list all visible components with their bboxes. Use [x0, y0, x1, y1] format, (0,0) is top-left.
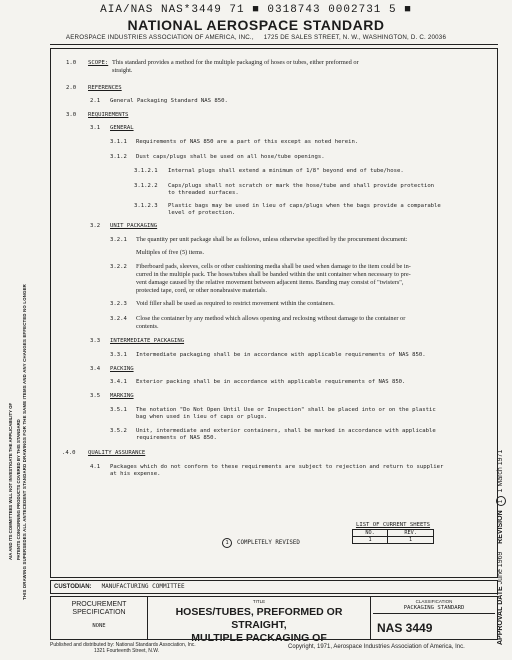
section-number: 3.1.2.3	[134, 203, 158, 209]
approval-date-label: APPROVAL DATE	[497, 586, 504, 645]
section-number: 3.0	[66, 112, 77, 118]
body-text: Internal plugs shall extend a minimum of 1/8" beyond end of tube/hose.	[168, 168, 404, 174]
section-title: REQUIREMENTS	[88, 112, 129, 118]
document-title-line2: MULTIPLE PACKAGING OF	[191, 632, 327, 644]
body-text: vent damage caused by the relative movement between adjacent items. Banding may consist of "twisters",	[136, 279, 404, 286]
document-title-line1: HOSES/TUBES, PREFORMED OR STRAIGHT,	[175, 606, 343, 631]
sheets-row-rev: 1	[388, 537, 434, 544]
procurement-label-line1: PROCUREMENT	[71, 601, 127, 608]
custodian-label: CUSTODIAN:	[54, 584, 92, 590]
section-title: INTERMEDIATE PACKAGING	[110, 338, 185, 344]
section-number: 3.2.1	[110, 237, 127, 243]
section-number: 1.0	[66, 60, 77, 66]
classification-cell	[371, 597, 497, 639]
sheets-title: LIST OF CURRENT SHEETS	[355, 522, 431, 528]
body-text: level of protection.	[168, 210, 236, 216]
section-number: 3.2.2	[110, 264, 127, 270]
section-number: 3.2.3	[110, 301, 127, 307]
title-block	[50, 596, 498, 644]
sheets-table	[352, 529, 434, 544]
section-number: 3.1.2.1	[134, 168, 158, 174]
body-text: requirements of NAS 850.	[136, 435, 217, 441]
section-number: 3.4.1	[110, 379, 127, 385]
body-text: contents.	[136, 323, 159, 330]
body-text: Plastic bags may be used in lieu of caps/plugs when the bags provide a comparable	[168, 203, 441, 209]
revision-note	[222, 538, 300, 548]
document-title	[148, 606, 370, 645]
section-number: 3.1	[90, 125, 101, 131]
body-text: protected tape, cord, or other nonabrasive materials.	[136, 287, 267, 294]
body-text: The quantity per unit package shall be as follows, unless otherwise specified by the procurement document:	[136, 236, 408, 243]
document-code-line: AIA/NAS NAS*3449 71 ■ 0318743 0002731 5 ■	[100, 4, 412, 16]
title-label: TITLE	[252, 599, 266, 604]
section-number: 3.4	[90, 366, 101, 372]
revision-marker: 1	[222, 538, 232, 548]
section-number: 3.1.2	[110, 154, 127, 160]
section-number: 2.1	[90, 98, 101, 104]
header-rule	[50, 44, 498, 45]
body-text: Fiberboard pads, sleeves, cells or other cushioning media shall be used when damage to the item could be in-	[136, 263, 411, 270]
section-number: 3.5.2	[110, 428, 127, 434]
section-number: 3.1.1	[110, 139, 127, 145]
revision-date: 1 March 1971	[497, 449, 504, 493]
body-text: Requirements of NAS 850 are a part of this except as noted herein.	[136, 139, 359, 145]
revision-label: REVISION	[497, 510, 504, 544]
body-text: straight.	[112, 67, 133, 74]
section-number: 3.3	[90, 338, 101, 344]
sheets-row-no: 1	[353, 537, 388, 544]
section-number: 2.0	[66, 85, 77, 91]
body-text: at his expense.	[110, 471, 161, 477]
section-number: 3.3.1	[110, 352, 127, 358]
body-text: The notation "Do Not Open Until Use or Inspection" shall be placed into or on the plastic	[136, 407, 436, 413]
section-number: 3.1.2.2	[134, 183, 158, 189]
procurement-spec-label	[51, 601, 147, 617]
section-title: QUALITY ASSURANCE	[88, 450, 146, 456]
title-cell	[148, 597, 371, 644]
association-line	[0, 34, 512, 41]
body-text: curred in the multiple pack. The hoses/tubes shall be banded within the unit container when necessary to pre-	[136, 271, 411, 278]
procurement-label-line2: SPECIFICATION	[72, 609, 126, 616]
nas-number: NAS 3449	[377, 621, 433, 635]
list-of-current-sheets	[352, 522, 434, 544]
section-number: 4.1	[90, 464, 101, 470]
table-row	[353, 537, 434, 544]
body-text: Multiples of five (5) items.	[136, 249, 205, 256]
procurement-spec-value: NONE	[92, 623, 106, 629]
custodian-row	[50, 580, 498, 594]
body-text: Close the container by any method which allows opening and reclosing without damage to the container or	[136, 315, 406, 322]
section-title: UNIT PACKAGING	[110, 223, 158, 229]
revision-number: 1	[496, 496, 506, 506]
sheets-col-no: NO.	[353, 530, 388, 537]
table-row	[353, 530, 434, 537]
body-text: General Packaging Standard NAS 850.	[110, 98, 228, 104]
approval-date: June 1969	[497, 551, 504, 585]
classification-label: CLASSIFICATION	[415, 599, 453, 604]
publisher-address: 1321 Fourteenth Street, N.W.	[94, 648, 160, 654]
standard-title: NATIONAL AEROSPACE STANDARD	[127, 17, 385, 33]
revision-note-text: COMPLETELY REVISED	[237, 540, 300, 546]
body-text: bag when used in lieu of caps or plugs.	[136, 414, 268, 420]
publisher-line: Published and distributed by: National Standards Association, Inc.	[50, 642, 196, 648]
body-text: to threaded surfaces.	[168, 190, 239, 196]
body-text: Exterior packing shall be in accordance with applicable requirements of NAS 850.	[136, 379, 406, 385]
sheets-col-rev: REV.	[388, 530, 434, 537]
section-number: 3.5.1	[110, 407, 127, 413]
section-title: MARKING	[110, 393, 134, 399]
section-number: 3.2	[90, 223, 101, 229]
body-text: Unit, intermediate and exterior containers, shall be marked in accordance with applicable	[136, 428, 436, 434]
side-notice-line2: AIA AND ITS COMMITTEES WILL NOT INVESTIGATE THE APPLICABILITY OF	[8, 402, 13, 560]
section-title: REFERENCES	[88, 85, 122, 91]
body-text: Dust caps/plugs shall be used on all hose/tube openings.	[136, 154, 325, 160]
section-number: 3.2.4	[110, 316, 127, 322]
body-text: This standard provides a method for the multiple packaging of hoses or tubes, either preformed or	[112, 59, 359, 66]
side-notice-line1: THIS DRAWING SUPERSEDES ALL ANTECEDENT STANDARD DRAWINGS FOR THE SAME ITEMS AND ANY CHANGES EFFECTED NO LONGER	[22, 284, 27, 600]
body-text: Void filler shall be used as required to restrict movement within the containers.	[136, 300, 335, 307]
body-text: Caps/plugs shall not scratch or mark the hose/tube and shall provide protection	[168, 183, 435, 189]
procurement-spec-cell	[51, 597, 148, 639]
section-title: GENERAL	[110, 125, 134, 131]
section-title: SCOPE:	[88, 60, 109, 66]
section-number: .4.0	[62, 450, 76, 456]
copyright-line: Copyright, 1971, Aerospace Industries Association of America, Inc.	[288, 644, 465, 650]
association-name: AEROSPACE INDUSTRIES ASSOCIATION OF AMERICA, INC.,	[65, 34, 254, 41]
body-text: Packages which do not conform to these requirements are subject to rejection and return to supplier	[110, 464, 444, 470]
section-title: PACKING	[110, 366, 134, 372]
section-number: 3.5	[90, 393, 101, 399]
body-text: Intermediate packaging shall be in accordance with applicable requirements of NAS 850.	[136, 352, 426, 358]
classification-value: PACKAGING STANDARD	[373, 605, 495, 614]
association-address: 1725 DE SALES STREET, N. W., WASHINGTON, D. C. 20036	[263, 34, 447, 41]
custodian-value: MANUFACTURING COMMITTEE	[101, 583, 185, 590]
side-notice-line3: PATENTS CONCERNING PRODUCTS COVERED BY THIS STANDARD	[16, 419, 21, 560]
